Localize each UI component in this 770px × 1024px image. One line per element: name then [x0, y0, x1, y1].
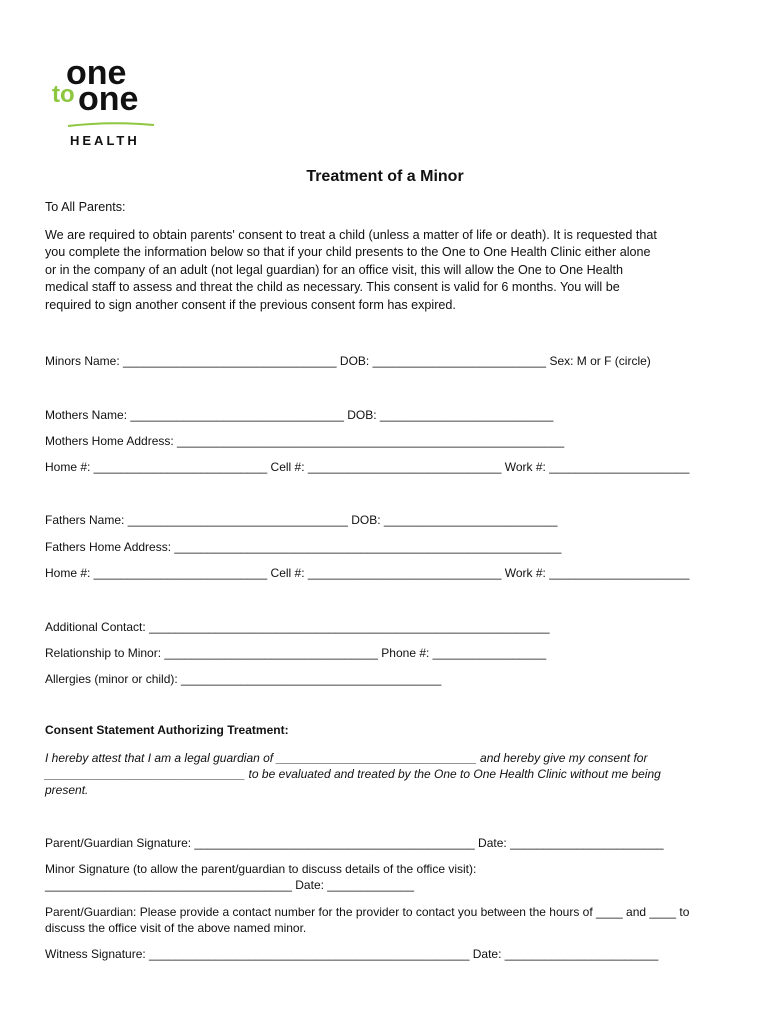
- parent-signature-field[interactable]: Parent/Guardian Signature: __________________________________________ Date: _______________________: [45, 836, 664, 850]
- consent-heading: Consent Statement Authorizing Treatment:: [45, 723, 289, 737]
- page-title: Treatment of a Minor: [306, 168, 464, 185]
- intro-line: you complete the information below so that if your child presents to the One to One Health Clinic either alone: [45, 245, 651, 260]
- logo-word-one-top: one: [66, 54, 127, 92]
- logo-health-text: HEALTH: [70, 133, 140, 148]
- intro-line: required to sign another consent if the previous consent form has expired.: [45, 297, 456, 312]
- relationship-field[interactable]: Relationship to Minor: ________________________________ Phone #: _________________: [45, 646, 547, 660]
- additional-contact-field[interactable]: Additional Contact: ____________________________________________________________: [45, 620, 550, 634]
- consent-line-2[interactable]: ______________________________ to be evaluated and treated by the One to One Health Clinic without me being: [45, 767, 661, 781]
- mother-address-field[interactable]: Mothers Home Address: __________________________________________________________: [45, 434, 565, 448]
- greeting: To All Parents:: [45, 200, 126, 214]
- logo-word-one-bottom: one: [78, 80, 139, 118]
- contact-hours-field[interactable]: Parent/Guardian: Please provide a contact number for the provider to contact you between the hours of ____ and ____ to: [45, 905, 690, 919]
- allergies-field[interactable]: Allergies (minor or child): _______________________________________: [45, 672, 442, 686]
- intro-line: We are required to obtain parents' consent to treat a child (unless a matter of life or death). It is requested that: [45, 228, 657, 242]
- minor-signature-field[interactable]: _____________________________________ Date: _____________: [45, 878, 415, 892]
- logo-swoosh: [68, 123, 154, 126]
- intro-paragraph: [45, 227, 735, 314]
- logo-graphic: [50, 50, 160, 150]
- mother-phones-field[interactable]: Home #: __________________________ Cell #: _____________________________ Work #: _____________________: [45, 460, 690, 474]
- intro-line: or in the company of an adult (not legal guardian) for an office visit, this will allow the One to One Health: [45, 262, 623, 277]
- consent-line-3: present.: [45, 783, 89, 797]
- father-name-field[interactable]: Fathers Name: _________________________________ DOB: __________________________: [45, 513, 558, 527]
- consent-line-1[interactable]: I hereby attest that I am a legal guardian of ______________________________ and hereby give my consent for: [45, 751, 648, 765]
- mother-name-field[interactable]: Mothers Name: ________________________________ DOB: __________________________: [45, 408, 554, 422]
- father-address-field[interactable]: Fathers Home Address: __________________________________________________________: [45, 540, 562, 554]
- minor-info-field[interactable]: Minors Name: ________________________________ DOB: __________________________ Sex: M or F (circle): [45, 354, 651, 368]
- minor-signature-label: Minor Signature (to allow the parent/guardian to discuss details of the office visit):: [45, 862, 477, 876]
- father-phones-field[interactable]: Home #: __________________________ Cell #: _____________________________ Work #: _____________________: [45, 566, 690, 580]
- contact-hours-note: discuss the office visit of the above named minor.: [45, 921, 307, 935]
- one-to-one-health-logo: [50, 50, 160, 150]
- intro-line: medical staff to assess and threat the child as necessary. This consent is valid for 6 months. You will be: [45, 280, 620, 295]
- logo-word-to: to: [52, 81, 75, 108]
- witness-signature-field[interactable]: Witness Signature: ________________________________________________ Date: _______________________: [45, 947, 659, 961]
